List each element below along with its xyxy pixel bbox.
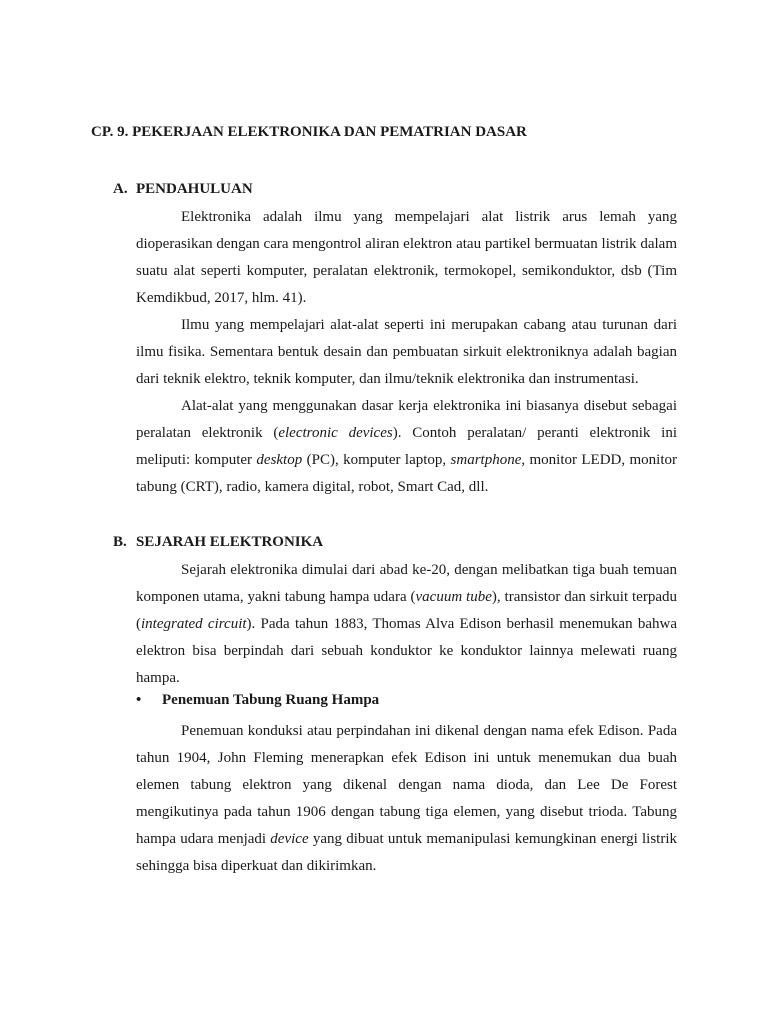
italic-term: smartphone bbox=[450, 452, 522, 468]
text-run: ). Pada tahun 1883, Thomas Alva Edison berhasil menemukan bahwa elektron bisa berpindah dari sebuah konduktor ke konduktor lainnya melewati ruang hampa. bbox=[136, 616, 677, 686]
bullet-dot-icon: • bbox=[136, 692, 142, 708]
text-run: Alat-alat yang menggunakan dasar kerja elektronika ini biasanya disebut sebagai peralatan elektronik ( bbox=[136, 398, 677, 441]
section-a-letter: A. bbox=[113, 181, 128, 197]
italic-term: electronic devices bbox=[278, 425, 393, 441]
chapter-title: CP. 9. PEKERJAAN ELEKTRONIKA DAN PEMATRIAN DASAR bbox=[91, 124, 527, 140]
text-run: Penemuan konduksi atau perpindahan ini dikenal dengan nama efek Edison. Pada tahun 1904, John Fleming menerapkan efek Edison ini untuk menemukan dua buah elemen tabung elektron yang dikenal dengan nama dioda, dan Lee De Forest mengikutinya pada tahun 1906 dengan tabung tiga elemen, yang disebut trioda. Tabung hampa udara menjadi bbox=[136, 723, 677, 847]
italic-term: integrated circuit bbox=[141, 616, 247, 632]
bullet-heading-label: Penemuan Tabung Ruang Hampa bbox=[162, 692, 380, 708]
section-a-title: PENDAHULUAN bbox=[136, 181, 253, 197]
text-run: ). Contoh peralatan/ peranti elektronik ini meliputi: komputer bbox=[136, 425, 677, 468]
section-b-paragraph-2 bbox=[136, 718, 677, 880]
italic-term: device bbox=[270, 831, 309, 847]
italic-term: vacuum tube bbox=[415, 589, 492, 605]
text-run: ), transistor dan sirkuit terpadu ( bbox=[136, 589, 677, 632]
section-a-paragraph-2: Ilmu yang mempelajari alat-alat seperti ini merupakan cabang atau turunan dari ilmu fisika. Sementara bentuk desain dan pembuatan sirkuit elektroniknya adalah bagian dari teknik elektro, teknik komputer, dan ilmu/teknik elektronika dan instrumentasi. bbox=[136, 317, 677, 387]
section-b-paragraph-1 bbox=[136, 557, 677, 692]
text-run: Sejarah elektronika dimulai dari abad ke-20, dengan melibatkan tiga buah temuan komponen utama, yakni tabung hampa udara ( bbox=[136, 562, 677, 605]
section-b-heading bbox=[113, 534, 323, 551]
italic-term: desktop bbox=[256, 452, 303, 468]
section-b-letter: B. bbox=[113, 534, 127, 550]
section-a-heading bbox=[113, 181, 253, 198]
section-a-paragraph-3 bbox=[136, 393, 677, 501]
text-run: , monitor LEDD, monitor tabung (CRT), radio, kamera digital, robot, Smart Cad, dll. bbox=[136, 452, 677, 495]
text-run: yang dibuat untuk memanipulasi kemungkinan energi listrik sehingga bisa diperkuat dan dikirimkan. bbox=[136, 831, 677, 874]
bullet-heading bbox=[136, 692, 379, 709]
text-run: (PC), komputer laptop, bbox=[302, 452, 451, 468]
section-a-paragraph-1: Elektronika adalah ilmu yang mempelajari alat listrik arus lemah yang dioperasikan dengan cara mengontrol aliran elektron atau partikel bermuatan listrik dalam suatu alat seperti komputer, peralatan elektronik, termokopel, semikonduktor, dsb (Tim Kemdikbud, 2017, hlm. 41). bbox=[136, 209, 677, 306]
section-b-title: SEJARAH ELEKTRONIKA bbox=[136, 534, 324, 550]
